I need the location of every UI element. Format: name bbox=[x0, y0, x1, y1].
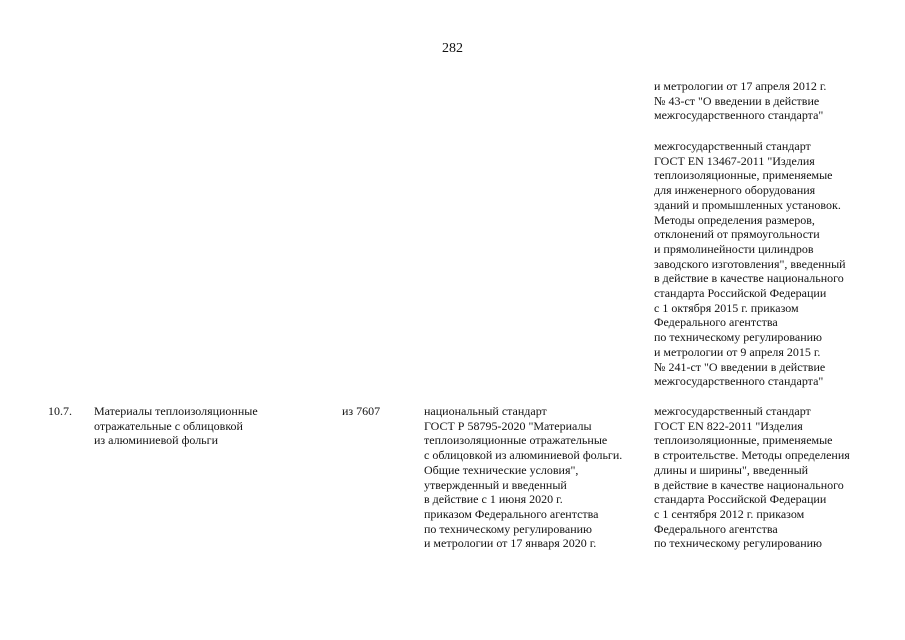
interstate-standard-second: межгосударственный стандарт ГОСТ EN 13467-2011 "Изделия теплоизоляционные, применяемые для инженерного оборудования зданий и промышленных установок. Методы определения размеров, отклонений от прямоугольности и прямолинейности цилиндров заводского изготовления", введенный в действие в качестве национального стандарта Российской Федерации с 1 октября 2015 г. приказом Федерального агентства по техническому регулированию и метрологии от 9 апреля 2015 г. № 241-ст "О введении в действие межгосударственного стандарта" bbox=[654, 139, 846, 389]
row-number: 10.7. bbox=[48, 404, 72, 418]
interstate-standard-continuation: и метрологии от 17 апреля 2012 г. № 43-ст "О введении в действие межгосударственного стандарта" bbox=[654, 79, 827, 123]
interstate-standard: межгосударственный стандарт ГОСТ EN 822-2011 "Изделия теплоизоляционные, применяемые в строительстве. Методы определения длины и ширины", введенный в действие в качестве национального стандарта Российской Федерации с 1 сентября 2012 г. приказом Федерального агентства по техническому регулированию bbox=[654, 404, 850, 551]
page-number: 282 bbox=[442, 41, 463, 56]
tn-ved-code: из 7607 bbox=[342, 404, 381, 418]
national-standard: национальный стандарт ГОСТ Р 58795-2020 "Материалы теплоизоляционные отражательные с облицовкой из алюминиевой фольги. Общие технические условия", утвержденный и введенный в действие с 1 июня 2020 г. приказом Федерального агентства по техническому регулированию и метрологии от 17 января 2020 г. bbox=[424, 404, 623, 551]
product-name: Материалы теплоизоляционные отражательные с облицовкой из алюминиевой фольги bbox=[94, 404, 258, 448]
